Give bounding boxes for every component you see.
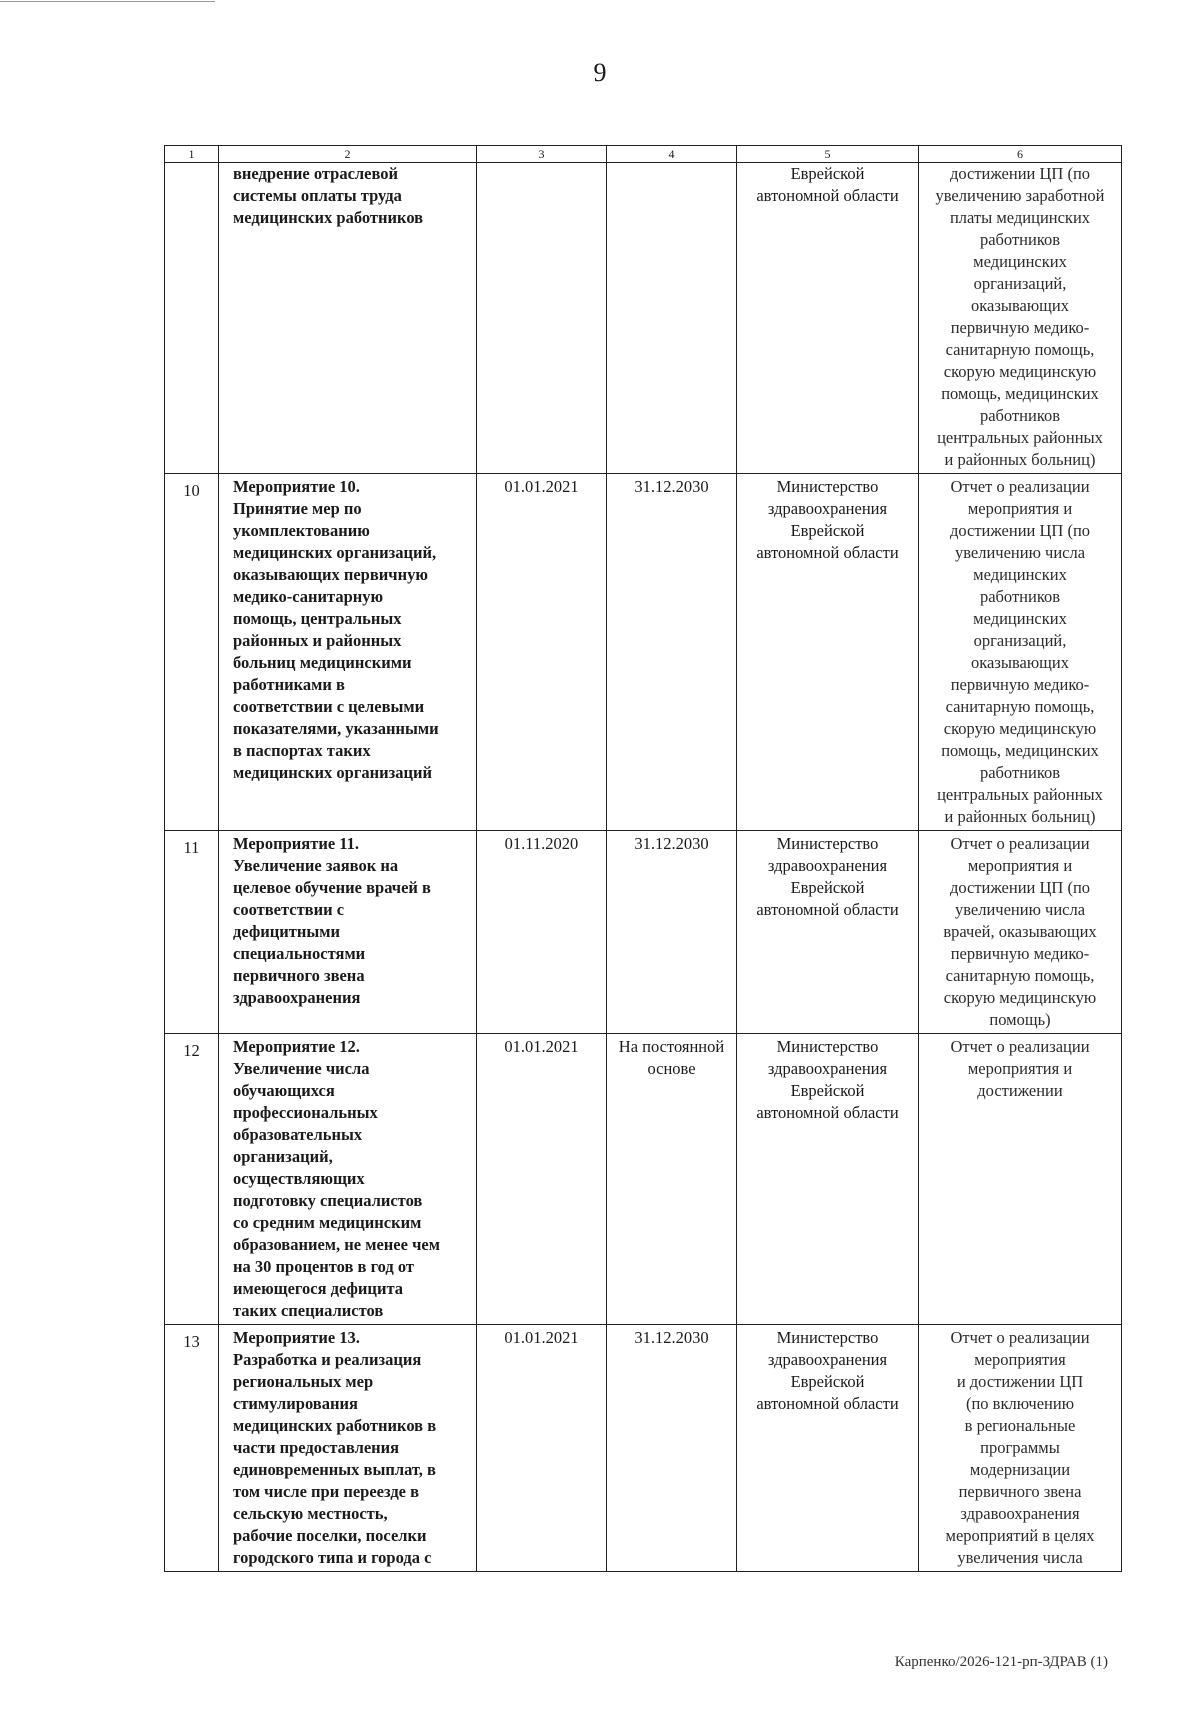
measure-text: Мероприятие 12. Увеличение числа обучающихся профессиональных образовательных организаций, осуществляющих подготовку специалистов со средним медицинским образованием, не менее чем на 30 процентов в год от имеющегося дефицита таких специалистов [219, 1034, 477, 1325]
header-col-6: 6 [919, 146, 1122, 163]
row-number: 13 [165, 1325, 219, 1572]
header-col-1: 1 [165, 146, 219, 163]
measures-table [164, 145, 1122, 1572]
header-col-4: 4 [607, 146, 737, 163]
start-date: 01.11.2020 [477, 831, 607, 1034]
table-row [165, 1325, 1122, 1572]
executor: Министерство здравоохранения Еврейской автономной области [737, 1325, 919, 1572]
table-row [165, 1034, 1122, 1325]
result-report: Отчет о реализации мероприятия и достижении ЦП (по увеличению числа медицинских работников медицинских организаций, оказывающих первичную медико- санитарную помощь, скорую медицинскую помощь, медицинских работников центральных районных и районных больниц) [919, 474, 1122, 831]
measure-text: внедрение отраслевой системы оплаты труда медицинских работников [219, 163, 477, 474]
table-header-row [165, 146, 1122, 163]
measure-text: Мероприятие 10. Принятие мер по укомплектованию медицинских организаций, оказывающих первичную медико-санитарную помощь, центральных районных и районных больниц медицинскими работниками в соответствии с целевыми показателями, указанными в паспортах таких медицинских организаций [219, 474, 477, 831]
end-date [607, 163, 737, 474]
header-col-3: 3 [477, 146, 607, 163]
row-number: 11 [165, 831, 219, 1034]
start-date: 01.01.2021 [477, 1325, 607, 1572]
measure-text: Мероприятие 13. Разработка и реализация региональных мер стимулирования медицинских работников в части предоставления единовременных выплат, в том числе при переезде в сельскую местность, рабочие поселки, поселки городского типа и города с [219, 1325, 477, 1572]
executor: Министерство здравоохранения Еврейской автономной области [737, 1034, 919, 1325]
result-report: Отчет о реализации мероприятия и достижении ЦП (по увеличению числа врачей, оказывающих первичную медико- санитарную помощь, скорую медицинскую помощь) [919, 831, 1122, 1034]
end-date: На постоянной основе [607, 1034, 737, 1325]
executor: Министерство здравоохранения Еврейской автономной области [737, 831, 919, 1034]
result-report: Отчет о реализации мероприятия и достижении [919, 1034, 1122, 1325]
start-date [477, 163, 607, 474]
start-date: 01.01.2021 [477, 1034, 607, 1325]
table-row [165, 831, 1122, 1034]
end-date: 31.12.2030 [607, 474, 737, 831]
end-date: 31.12.2030 [607, 831, 737, 1034]
end-date: 31.12.2030 [607, 1325, 737, 1572]
header-col-5: 5 [737, 146, 919, 163]
table-row [165, 474, 1122, 831]
scan-artifact-line [0, 1, 215, 2]
row-number: 12 [165, 1034, 219, 1325]
page-number: 9 [593, 58, 607, 87]
document-footer-code: Карпенко/2026-121-рп-ЗДРАВ (1) [894, 1654, 1108, 1670]
result-report: Отчет о реализации мероприятия и достижении ЦП (по включению в региональные программы модернизации первичного звена здравоохранения мероприятий в целях увеличения числа [919, 1325, 1122, 1572]
measure-text: Мероприятие 11. Увеличение заявок на целевое обучение врачей в соответствии с дефицитными специальностями первичного звена здравоохранения [219, 831, 477, 1034]
table-row [165, 163, 1122, 474]
row-number [165, 163, 219, 474]
start-date: 01.01.2021 [477, 474, 607, 831]
executor: Министерство здравоохранения Еврейской автономной области [737, 474, 919, 831]
row-number: 10 [165, 474, 219, 831]
header-col-2: 2 [219, 146, 477, 163]
result-report: достижении ЦП (по увеличению заработной платы медицинских работников медицинских организаций, оказывающих первичную медико- санитарную помощь, скорую медицинскую помощь, медицинских работников центральных районных и районных больниц) [919, 163, 1122, 474]
executor: Еврейской автономной области [737, 163, 919, 474]
